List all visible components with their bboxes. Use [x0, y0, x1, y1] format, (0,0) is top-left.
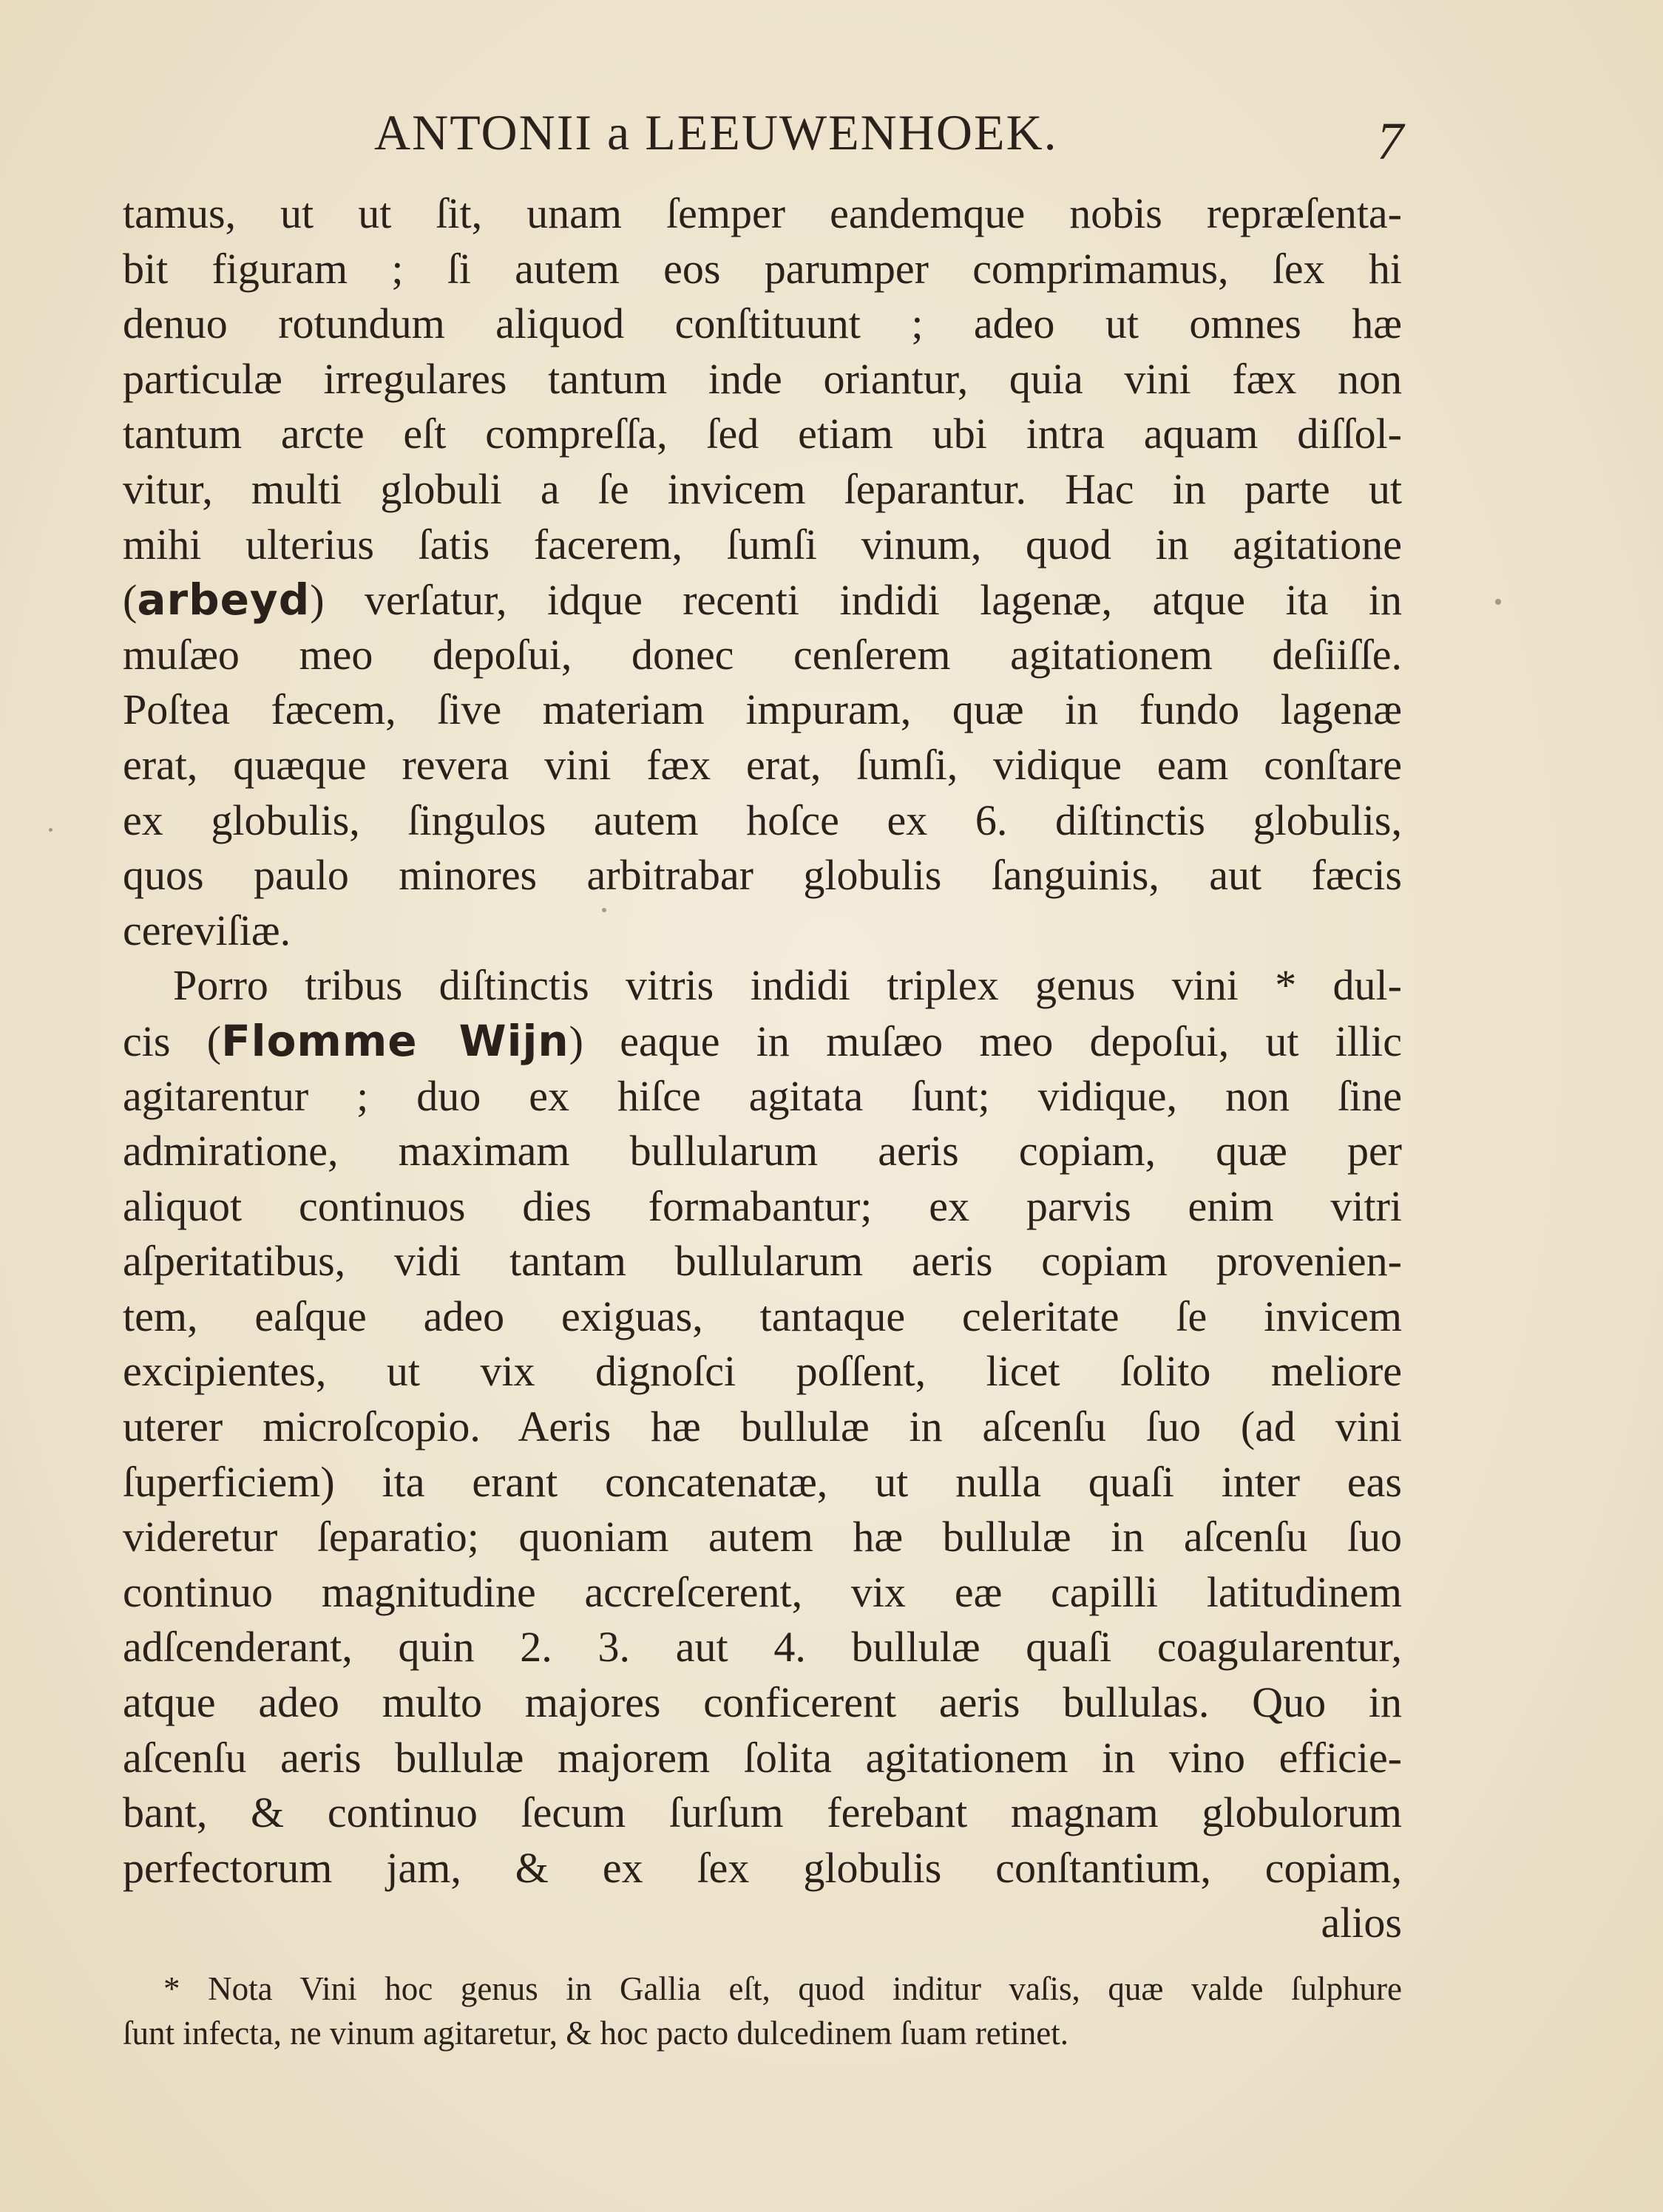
text-line: adſcenderant, quin 2. 3. aut 4. bullulæ quaſi coagularentur, — [123, 1623, 1402, 1672]
text-line: videretur ſeparatio; quoniam autem hæ bullulæ in aſcenſu ſuo — [123, 1513, 1402, 1561]
text-line: cereviſiæ. — [123, 906, 291, 954]
text-line: ex globulis, ſingulos autem hoſce ex 6. diſtinctis globulis, — [123, 795, 1402, 844]
body-text — [123, 186, 1402, 1951]
paper-speck — [49, 828, 53, 832]
text-line: aliquot continuos dies formabantur; ex parvis enim vitri — [123, 1181, 1402, 1230]
text-line: uterer microſcopio. Aeris hæ bullulæ in aſcenſu ſuo (ad vini — [123, 1402, 1402, 1451]
dutch-gloss-arbeyd: arbeyd — [137, 574, 311, 625]
text-line: tem, eaſque adeo exiguas, tantaque celeritate ſe invicem — [123, 1292, 1402, 1340]
running-head: ANTONII a LEEUWENHOEK. — [374, 104, 1058, 160]
paper-speck — [1495, 599, 1501, 605]
text-line: excipientes, ut vix dignoſci poſſent, licet ſolito meliore — [123, 1347, 1402, 1396]
text-line: tamus, ut ut ſit, unam ſemper eandemque nobis repræſenta- — [123, 189, 1402, 237]
text-line: admiratione, maximam bullularum aeris copiam, quæ per — [123, 1127, 1402, 1175]
text-line: bit figuram ; ſi autem eos parumper comprimamus, ſex hi — [123, 244, 1402, 293]
text-line: perfectorum jam, & ex ſex globulis conſtantium, copiam, — [123, 1843, 1402, 1892]
text-line: atque adeo multo majores conficerent aeris bullulas. Quo in — [123, 1678, 1402, 1727]
catchword: alios — [1321, 1899, 1402, 1947]
text-segment: ) verſatur, idque recenti indidi lagenæ, atque ita in — [310, 576, 1402, 625]
text-line: quos paulo minores arbitrabar globulis ſanguinis, aut fæcis — [123, 851, 1402, 900]
text-line: vitur, multi globuli a ſe invicem ſeparantur. Hac in parte ut — [123, 464, 1402, 513]
footnote-line: * Nota Vini hoc genus in Gallia eſt, quod inditur vaſis, quæ valde ſulphure — [163, 1970, 1402, 2007]
paper-speck — [602, 908, 606, 912]
text-line: Porro tribus diſtinctis vitris indidi triplex genus vini * dul- — [173, 961, 1402, 1010]
text-line: aſperitatibus, vidi tantam bullularum aeris copiam provenien- — [123, 1237, 1402, 1286]
text-line: continuo magnitudine accreſcerent, vix eæ capilli latitudinem — [123, 1567, 1402, 1616]
footnote-line: ſunt infecta, ne vinum agitaretur, & hoc pacto dulcedinem ſuam retinet. — [123, 2015, 1069, 2052]
text-line — [123, 572, 1402, 628]
text-segment: cis ( — [123, 1017, 222, 1065]
text-line — [123, 1014, 1402, 1069]
text-line: erat, quæque revera vini fæx erat, ſumſi, vidique eam conſtare — [123, 740, 1402, 789]
footnote — [123, 1967, 1402, 2055]
text-line: ſuperficiem) ita erant concatenatæ, ut nulla quaſi inter eas — [123, 1457, 1402, 1506]
text-line: agitarentur ; duo ex hiſce agitata ſunt; vidique, non ſine — [123, 1071, 1402, 1120]
text-line: aſcenſu aeris bullulæ majorem ſolita agitationem in vino efficie- — [123, 1733, 1402, 1782]
text-line: tantum arcte eſt compreſſa, ſed etiam ubi intra aquam diſſol- — [123, 410, 1402, 458]
text-line: particulæ irregulares tantum inde oriantur, quia vini fæx non — [123, 354, 1402, 403]
text-line: bant, & continuo ſecum ſurſum ferebant magnam globulorum — [123, 1788, 1402, 1837]
paren-open: ( — [123, 576, 138, 625]
text-line: denuo rotundum aliquod conſtituunt ; adeo ut omnes hæ — [123, 299, 1402, 348]
text-segment: ) eaque in muſæo meo depoſui, ut illic — [569, 1017, 1403, 1065]
page-number: 7 — [1377, 112, 1403, 171]
text-line: muſæo meo depoſui, donec cenſerem agitationem deſiiſſe. — [123, 630, 1402, 679]
dutch-gloss-flomme-wijn: Flomme Wijn — [221, 1015, 569, 1066]
text-line: mihi ulterius ſatis facerem, ſumſi vinum, quod in agitatione — [123, 520, 1402, 569]
text-line: Poſtea fæcem, ſive materiam impuram, quæ in fundo lagenæ — [123, 685, 1402, 734]
